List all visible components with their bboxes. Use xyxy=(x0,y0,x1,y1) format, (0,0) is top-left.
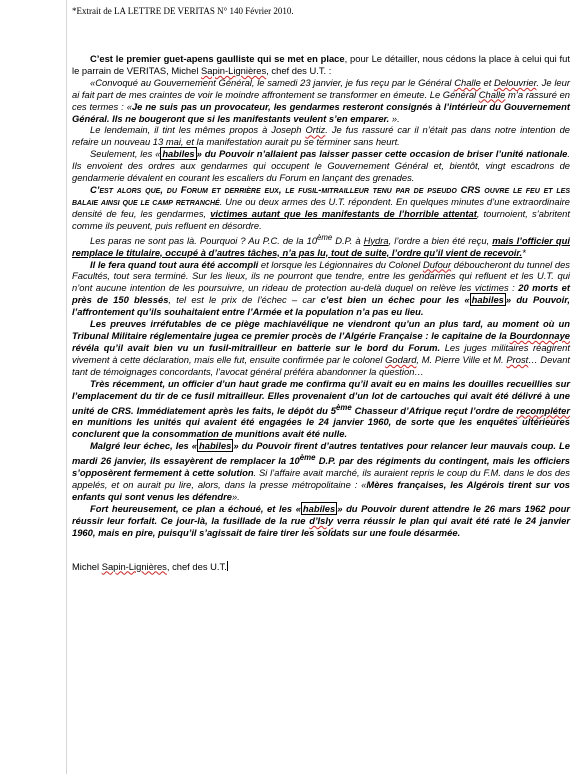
signature: Michel Sapin-Lignières, chef des U.T. xyxy=(72,560,227,572)
paragraph-quote-5: Les paras ne sont pas là. Pourquoi ? Au P.C. de la 10ème D.P. à Hydra, l’ordre a bien été reçu, mais l’officier qui remplace le titulaire, occupé à d’autres tâches, n’a pas lu, tout de suite, l’ordre qu’il vient de recevoir.* xyxy=(72,232,570,258)
paragraph-quote-8: Très récemment, un officier d’un haut grade me confirma qu’il avait eu en mains les douilles recueillies sur l’emplacement du tir de ce fusil mitrailleur. Elles provenaient d’un lot de cartouches qui avait été délivré à une unité de CRS. Immédiatement après les faits, le dépôt du 5ème Chasseur d’Afrique reçut l’ordre de recompléter en munitions les unités qui avaient été engagées le 24 janvier 1960, de sorte que les enquêtes ultérieures conclurent que la consommation de munitions avait été nulle. xyxy=(72,377,570,440)
paragraph-quote-10: Fort heureusement, ce plan a échoué, et les « habiles » du Pouvoir durent attendre le 26 mars 1962 pour réussir leur forfait. Ce jour-là, la fusillade de la rue d’Isly verra réussir le plan qui avait été raté le 24 janvier 1960, mais en pire, puisqu’il s’agissait de faire tirer les soldats sur une foule désarmée. xyxy=(72,502,570,538)
paragraph-quote-4: C’est alors que, du Forum et derrière eux, le fusil-mitrailleur tenu par de pseudo CRS ouvre le feu et les balaie ainsi que le camp retranché. Une ou deux armes des U.T. répondent. En quelques minutes d’une extraordinaire densité de feu, les gendarmes, victimes autant que les manifestants de l’horrible attentat, tournoient, s’abritent comme ils peuvent, puis refluent en désordre. xyxy=(72,183,570,231)
source-note: *Extrait de LA LETTRE DE VERITAS N° 140 Février 2010. xyxy=(72,6,294,16)
paragraph-quote-6: Il le fera quand tout aura été accompli et lorsque les Légionnaires du Colonel Dufour déboucheront du tunnel des Facultés, tout sera terminé. Sur les lieux, ils ne pourront que tendre, entre les gendarmes qui refluent et les U.T. qui n’ont aucune intention de les poursuivre, un rideau de protection au-delà duquel on relève les victimes : 20 morts et près de 150 blessés, tel est le prix de l’échec – car c’est bien un échec pour les « habiles » du Pouvoir, l’affrontement qu’ils souhaitaient entre l’Armée et la population n’a pas eu lieu. xyxy=(72,258,570,318)
text-cursor xyxy=(227,561,228,571)
paragraph-intro: C’est le premier guet-apens gaulliste qui se met en place, pour Le détailler, nous cédons la place à celui qui fut le parrain de VERITAS, Michel Sapin-Lignières, chef des U.T. : xyxy=(72,53,570,76)
paragraph-quote-7: Les preuves irréfutables de ce piège machiavélique ne viendront qu’un an plus tard, au moment où un Tribunal Militaire réglementaire jugea ce premier procès de l’Algérie Française : le capitaine de la Bourdonnaye révéla qu’il avait bien vu un fusil-mitrailleur en batterie sur le bord du Forum. Les juges militaires réagirent vivement à cette déclaration, mais elle fut, ensuite confirmée par le colonel Godard, M. Pierre Ville et M. Prost… Devant tant de témoignages concordants, l’avocat général préféra abandonner la question… xyxy=(72,318,571,377)
left-margin-guide xyxy=(66,0,67,774)
document-page xyxy=(72,0,570,774)
intro-bold: C’est le premier guet-apens gaulliste qui se met en place xyxy=(90,53,345,64)
paragraph-quote-9: Malgré leur échec, les « habiles » du Pouvoir firent d’autres tentatives pour relancer leur mauvais coup. Le mardi 26 janvier, ils essayèrent de remplacer la 10ème D.P. par des régiments du contingent, mais les officiers s’opposèrent fermement à cette solution. Si l’affaire avait marché, ils auraient repris le coup du F.M. dans le dos des appelés, et on aurait pu lire, alors, dans la presse métropolitaine : «Mères françaises, les Algérois tirent sur vos enfants qui sont venus les défendre». xyxy=(72,440,571,502)
paragraph-quote-3: Seulement, les « habiles » du Pouvoir n’allaient pas laisser passer cette occasion de briser l’unité nationale. Ils envoient des ordres aux gendarmes qui occupent le Gouvernement Général et, bientôt, vingt escadrons de gendarmerie dévalent en courant les escaliers du Forum en lançant des grenades. xyxy=(72,148,570,184)
paragraph-quote-1: «Convoqué au Gouvernement Général, le samedi 23 janvier, je fus reçu par le Général Challe et Delouvrier. Je leur ai fait part de mes craintes de voir le moindre affrontement se transformer en émeute. Le Général Challe m’a rassuré en ces termes : «Je ne suis pas un provocateur, les gendarmes resteront consignés à l’intérieur du Gouvernement Général. Ils ne bougeront que si les manifestants veulent s’en emparer. ». xyxy=(72,76,571,124)
paragraph-quote-2: Le lendemain, il tint les mêmes propos à Joseph Ortiz. Je fus rassuré car il n’était pas dans notre intention de refaire un nouveau 13 mai, et la manifestation aurait pu se terminer sans heurt. xyxy=(72,124,570,148)
